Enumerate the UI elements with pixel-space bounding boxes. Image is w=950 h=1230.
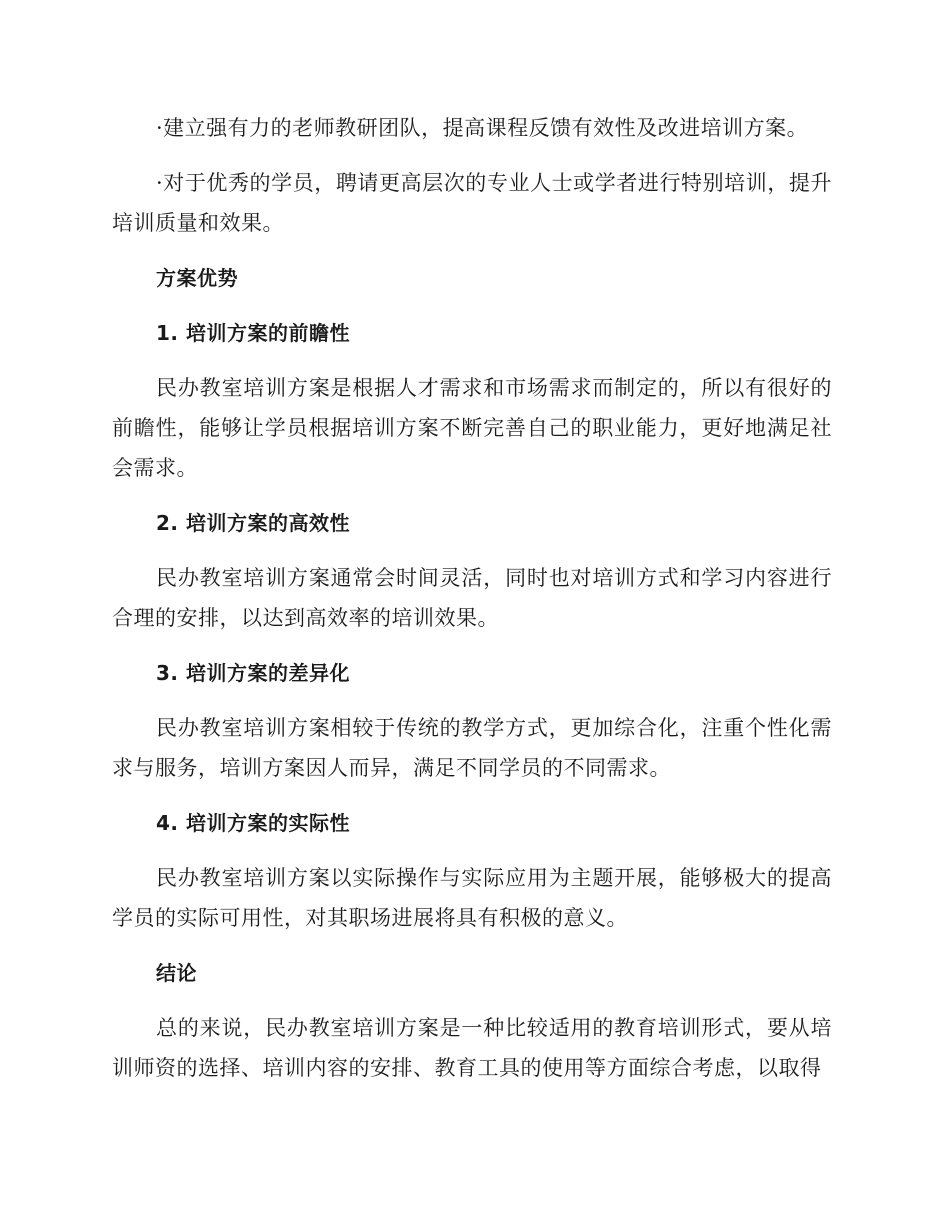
heading-differentiation: 3. 培训方案的差异化	[156, 661, 350, 685]
document-page	[112, 108, 832, 1088]
paragraph-practicality: 民办教室培训方案以实际操作与实际应用为主题开展，能够极大的提高学员的实际可用性，对其职场进展将具有积极的意义。	[112, 866, 832, 930]
section-heading-conclusion: 结论	[156, 961, 197, 985]
bullet-teaching-team: ·建立强有力的老师教研团队，提高课程反馈有效性及改进培训方案。	[156, 116, 809, 140]
section-heading-advantages: 方案优势	[156, 266, 238, 290]
paragraph-forward-looking: 民办教室培训方案是根据人才需求和市场需求而制定的，所以有很好的前瞻性，能够让学员根据培训方案不断完善自己的职业能力，更好地满足社会需求。	[112, 376, 832, 480]
heading-practicality: 4. 培训方案的实际性	[156, 811, 350, 835]
heading-forward-looking: 1. 培训方案的前瞻性	[156, 321, 350, 345]
heading-efficiency: 2. 培训方案的高效性	[156, 511, 350, 535]
paragraph-efficiency: 民办教室培训方案通常会时间灵活，同时也对培训方式和学习内容进行合理的安排，以达到高效率的培训效果。	[112, 566, 832, 630]
paragraph-conclusion: 总的来说，民办教室培训方案是一种比较适用的教育培训形式，要从培训师资的选择、培训内容的安排、教育工具的使用等方面综合考虑，以取得	[112, 1016, 832, 1080]
bullet-special-training: ·对于优秀的学员，聘请更高层次的专业人士或学者进行特别培训，提升培训质量和效果。	[112, 171, 832, 235]
paragraph-differentiation: 民办教室培训方案相较于传统的教学方式，更加综合化，注重个性化需求与服务，培训方案因人而异，满足不同学员的不同需求。	[112, 716, 832, 780]
